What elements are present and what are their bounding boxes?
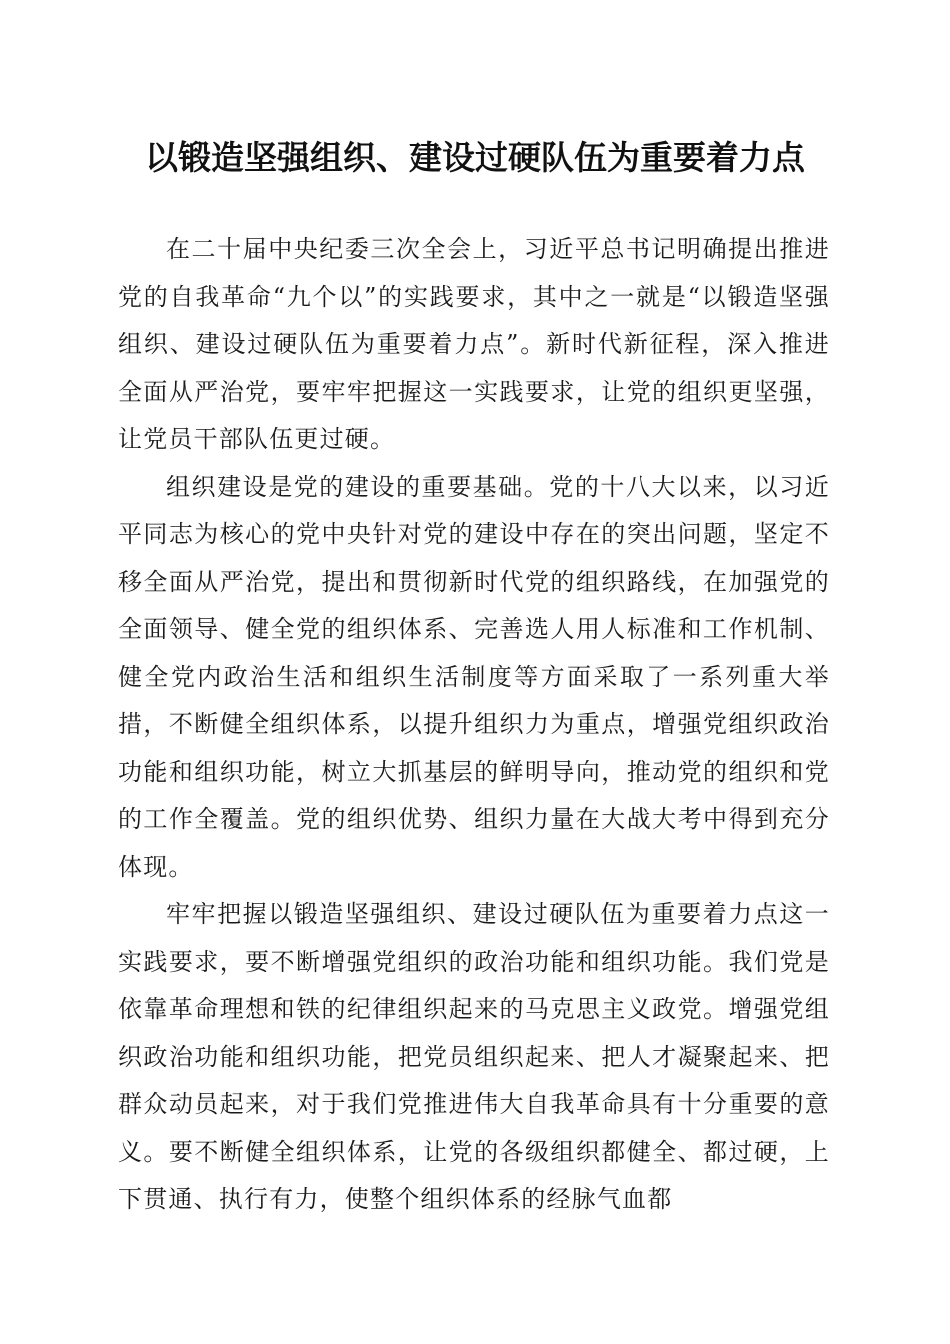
paragraph-1: 在二十届中央纪委三次全会上，习近平总书记明确提出推进党的自我革命“九个以”的实践要求，其中之一就是“以锻造坚强组织、建设过硬队伍为重要着力点”。新时代新征程，深入推进全面从严治党，要牢牢把握这一实践要求，让党的组织更坚强，让党员干部队伍更过硬。 xyxy=(118,235,830,453)
document-title: 以锻造坚强组织、建设过硬队伍为重要着力点 xyxy=(145,138,805,177)
paragraph-2: 组织建设是党的建设的重要基础。党的十八大以来，以习近平同志为核心的党中央针对党的建设中存在的突出问题，坚定不移全面从严治党，提出和贯彻新时代党的组织路线，在加强党的全面领导、健全党的组织体系、完善选人用人标准和工作机制、健全党内政治生活和组织生活制度等方面采取了一系列重大举措，不断健全组织体系，以提升组织力为重点，增强党组织政治功能和组织功能，树立大抓基层的鲜明导向，推动党的组织和党的工作全覆盖。党的组织优势、组织力量在大战大考中得到充分体现。 xyxy=(118,472,830,881)
paragraph-3: 牢牢把握以锻造坚强组织、建设过硬队伍为重要着力点这一实践要求，要不断增强党组织的政治功能和组织功能。我们党是依靠革命理想和铁的纪律组织起来的马克思主义政党。增强党组织政治功能和组织功能，把党员组织起来、把人才凝聚起来、把群众动员起来，对于我们党推进伟大自我革命具有十分重要的意义。要不断健全组织体系，让党的各级组织都健全、都过硬，上下贯通、执行有力，使整个组织体系的经脉气血都 xyxy=(118,900,830,1213)
document-body xyxy=(118,226,830,1224)
